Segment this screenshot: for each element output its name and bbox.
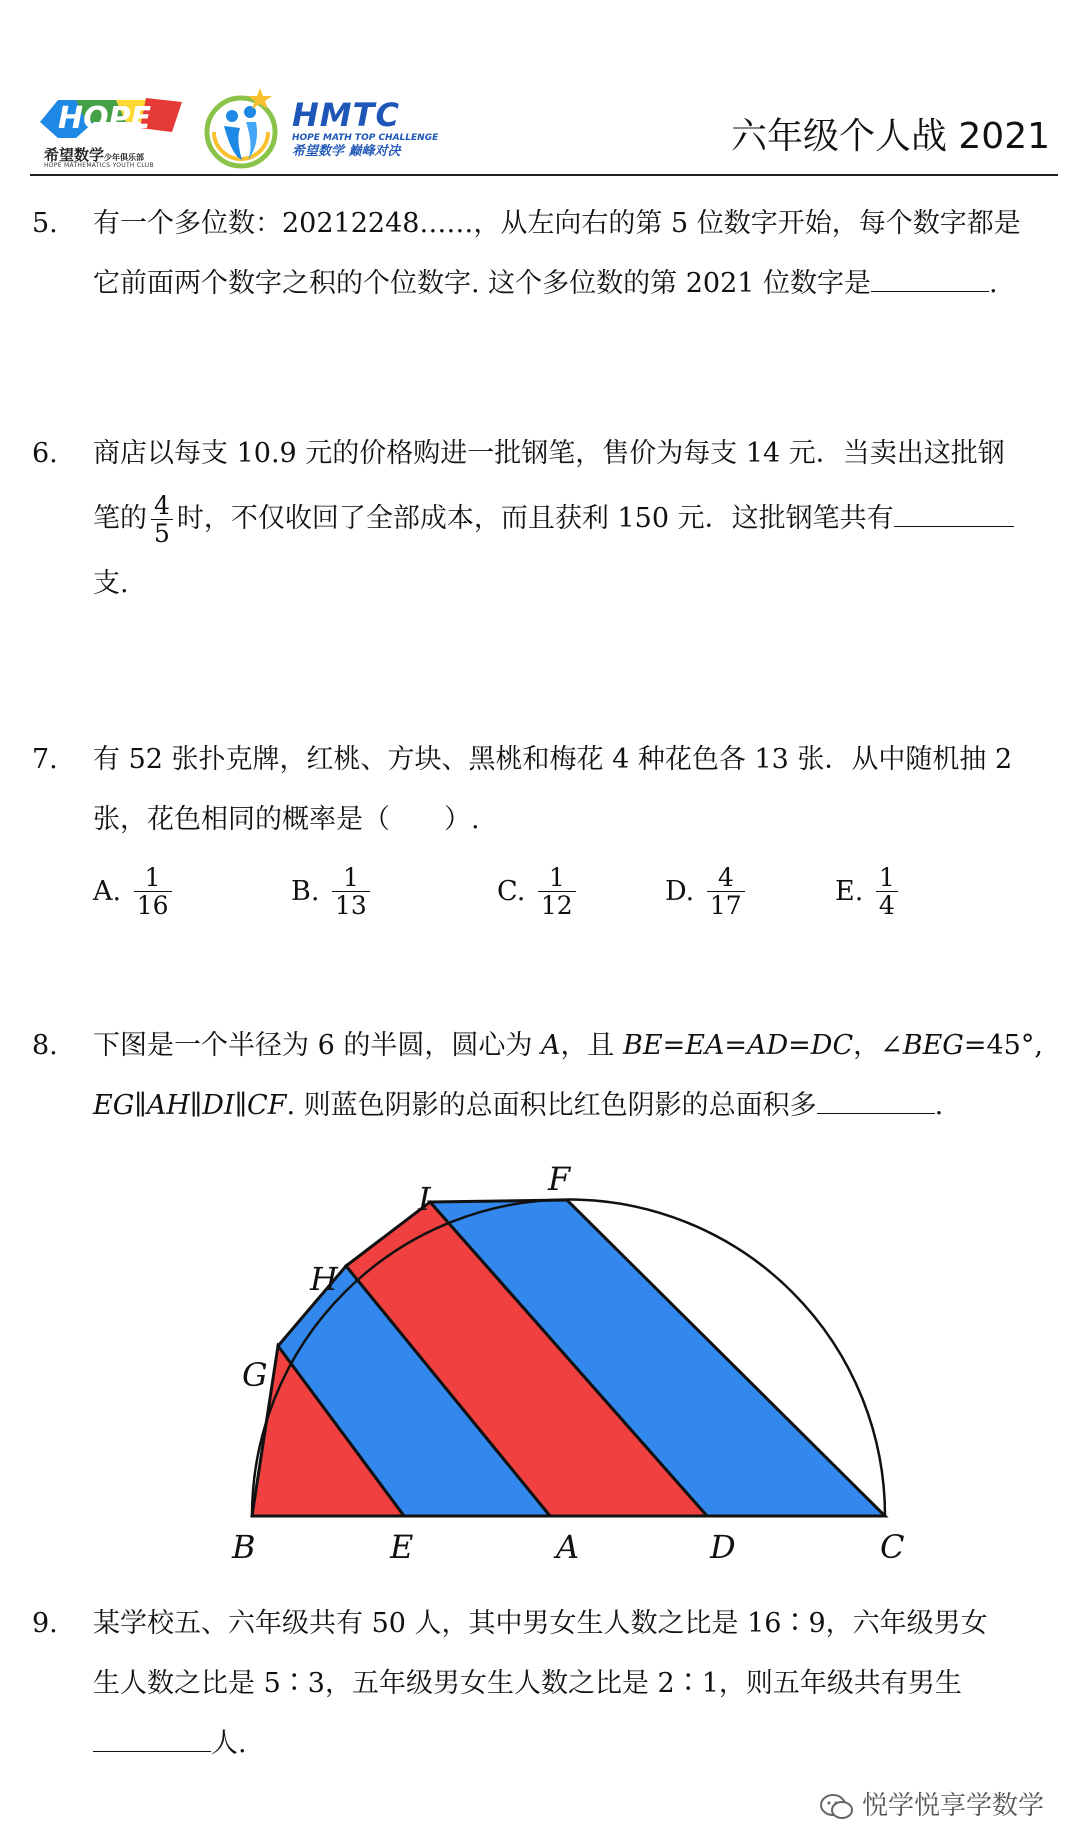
choice-fraction bbox=[134, 864, 172, 919]
footer-watermark bbox=[820, 1785, 1044, 1822]
label-a: A bbox=[556, 1528, 580, 1566]
q8-center: A bbox=[540, 1030, 561, 1061]
fraction-numerator: 4 bbox=[151, 492, 173, 520]
choice-label: B. bbox=[291, 876, 320, 907]
hmtc-en: HOPE MATH TOP CHALLENGE bbox=[292, 133, 439, 143]
q7-choices bbox=[93, 864, 993, 954]
q9-line1: 某学校五、六年级共有 50 人，其中男女生人数之比是 16∶9，六年级男女 bbox=[93, 1608, 988, 1639]
q6-line2-pre: 笔的 bbox=[93, 503, 147, 534]
label-g: G bbox=[242, 1356, 268, 1394]
label-c: C bbox=[880, 1528, 905, 1566]
hmtc-logo bbox=[292, 98, 442, 168]
choice-d bbox=[665, 864, 749, 919]
page-title: 六年级个人战 2021 bbox=[730, 116, 1050, 157]
choice-label: D. bbox=[665, 876, 695, 907]
choice-a bbox=[93, 864, 176, 919]
question-number: 6. bbox=[32, 438, 58, 469]
q6-line1: 商店以每支 10.9 元的价格购进一批钢笔，售价为每支 14 元．当卖出这批钢 bbox=[93, 438, 1005, 469]
q8-parallel: EG∥AH∥DI∥CF bbox=[93, 1090, 287, 1121]
hope-logo bbox=[36, 92, 186, 170]
fraction bbox=[151, 492, 173, 547]
question-number: 7. bbox=[32, 744, 58, 775]
q8-text: ，∠ bbox=[853, 1030, 903, 1061]
fraction-denominator: 17 bbox=[709, 891, 742, 920]
fraction-numerator: 1 bbox=[332, 864, 370, 892]
hmtc-cn: 希望数学 巅峰对决 bbox=[292, 144, 401, 159]
answer-blank bbox=[871, 271, 989, 292]
figure-svg bbox=[230, 1150, 930, 1570]
question-number: 9. bbox=[32, 1608, 58, 1639]
choice-fraction bbox=[707, 864, 745, 919]
choice-fraction bbox=[332, 864, 370, 919]
q8-text: ，且 bbox=[560, 1030, 624, 1061]
fraction-numerator: 4 bbox=[707, 864, 745, 892]
label-b: B bbox=[232, 1528, 256, 1566]
page-header bbox=[0, 0, 1080, 180]
fraction-numerator: 1 bbox=[876, 864, 898, 892]
choice-fraction bbox=[538, 864, 576, 919]
label-f: F bbox=[548, 1160, 571, 1198]
hmtc-title: HMTC bbox=[292, 96, 400, 134]
emblem-icon bbox=[202, 86, 280, 170]
q8-text: . 则蓝色阴影的总面积比红色阴影的总面积多 bbox=[286, 1090, 817, 1121]
choice-label: E. bbox=[835, 876, 864, 907]
question-number: 8. bbox=[32, 1030, 58, 1061]
choice-label: A. bbox=[93, 876, 122, 907]
choice-label: C. bbox=[497, 876, 526, 907]
footer-text: 悦学悦享学数学 bbox=[861, 1791, 1044, 1821]
q5-end: . bbox=[989, 268, 998, 299]
q9-line2: 生人数之比是 5∶3，五年级男女生人数之比是 2∶1，则五年级共有男生 bbox=[93, 1668, 962, 1699]
q6-line2-post: 时，不仅收回了全部成本，而且获利 150 元．这批钢笔共有 bbox=[176, 503, 894, 534]
hope-name: 希望数学 bbox=[44, 146, 105, 164]
q8-equation: BE=EA=AD=DC bbox=[623, 1030, 854, 1061]
fraction-denominator: 12 bbox=[540, 891, 573, 920]
fraction-denominator: 13 bbox=[335, 891, 367, 920]
fraction-denominator: 5 bbox=[154, 519, 170, 548]
answer-blank bbox=[93, 1731, 211, 1752]
q6-line3: 支. bbox=[93, 568, 129, 599]
q8-text: =45°, bbox=[963, 1030, 1043, 1061]
label-e: E bbox=[390, 1528, 414, 1566]
header-divider bbox=[30, 174, 1058, 176]
question-number: 5. bbox=[32, 208, 58, 239]
choice-b bbox=[291, 864, 374, 919]
answer-blank bbox=[817, 1093, 935, 1114]
q5-line1: 有一个多位数：20212248……，从左向右的第 5 位数字开始，每个数字都是 bbox=[93, 208, 1021, 239]
hope-club: 少年俱乐部 bbox=[104, 153, 145, 162]
fraction-numerator: 1 bbox=[134, 864, 172, 892]
answer-blank bbox=[894, 506, 1014, 527]
q7-line1: 有 52 张扑克牌，红桃、方块、黑桃和梅花 4 种花色各 13 张．从中随机抽 2 bbox=[93, 744, 1013, 775]
choice-fraction bbox=[876, 864, 898, 919]
label-i: I bbox=[418, 1180, 431, 1218]
q7-line2: 张，花色相同的概率是（ ）. bbox=[93, 804, 480, 835]
label-d: D bbox=[710, 1528, 736, 1566]
label-h: H bbox=[310, 1260, 338, 1298]
q8-end: . bbox=[934, 1090, 944, 1121]
semicircle-figure bbox=[230, 1150, 930, 1570]
fraction-numerator: 1 bbox=[538, 864, 576, 892]
fraction-denominator: 16 bbox=[136, 891, 169, 920]
hope-logo-mark bbox=[36, 92, 186, 142]
svg-text:HOPE: HOPE bbox=[58, 101, 152, 136]
choice-c bbox=[497, 864, 580, 919]
wechat-icon bbox=[820, 1793, 854, 1821]
q8-angle: BEG bbox=[902, 1030, 964, 1061]
hmtc-emblem bbox=[202, 86, 280, 170]
hope-en: HOPE MATHEMATICS YOUTH CLUB bbox=[44, 162, 154, 169]
fraction-denominator: 4 bbox=[878, 891, 895, 920]
q9-line3: 人. bbox=[211, 1728, 247, 1759]
choice-e bbox=[835, 864, 902, 919]
q8-text: 下图是一个半径为 6 的半圆，圆心为 bbox=[93, 1030, 541, 1061]
q5-line2: 它前面两个数字之积的个位数字. 这个多位数的第 2021 位数字是 bbox=[93, 268, 872, 299]
